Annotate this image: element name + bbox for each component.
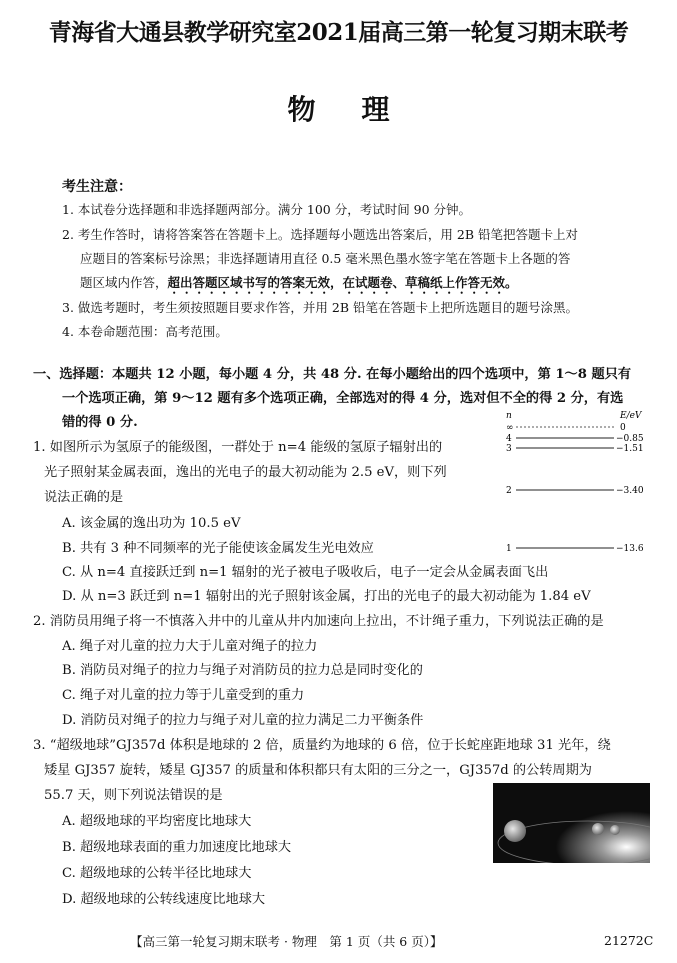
- q2-stem: 2. 消防员用绳子将一不慎落入井中的儿童从井内加速向上拉出，不计绳子重力，下列说法正确的是: [33, 614, 604, 629]
- level-4: [506, 434, 644, 444]
- q1-stem-line3: 说法正确的是: [44, 490, 124, 505]
- q3-stem-line3: 55.7 天，则下列说法错误的是: [44, 788, 223, 803]
- level-2-e: −3.40: [616, 486, 644, 496]
- q3-stem-line2: 矮星 GJ357 旋转，矮星 GJ357 的质量和体积都只有太阳的三分之一，GJ357d 的公转周期为: [44, 763, 592, 778]
- q3-option-d: D. 超级地球的公转线速度比地球大: [62, 892, 266, 907]
- paper-code: 21272C: [604, 933, 654, 948]
- n-axis-label: n: [506, 411, 512, 421]
- level-1: [506, 544, 644, 554]
- level-2: [506, 486, 644, 496]
- level-3-n: 3: [506, 444, 512, 454]
- notice-item-1: 1. 本试卷分选择题和非选择题两部分。满分 100 分，考试时间 90 分钟。: [62, 202, 472, 217]
- q1-stem-line1: 1. 如图所示为氢原子的能级图，一群处于 n=4 能级的氢原子辐射出的: [33, 440, 443, 455]
- level-inf-e: 0: [620, 423, 626, 433]
- q1-option-b: B. 共有 3 种不同频率的光子能使该金属发生光电效应: [62, 541, 374, 556]
- level-inf-n: ∞: [506, 423, 514, 433]
- planet-small: [610, 825, 620, 835]
- planet-system-image: [493, 783, 650, 863]
- q1-option-a: A. 该金属的逸出功为 10.5 eV: [62, 516, 241, 531]
- notice-item-4: 4. 本卷命题范围：高考范围。: [62, 324, 228, 339]
- planet-medium: [592, 823, 604, 835]
- section1-instructions-line3: 错的得 0 分.: [62, 415, 138, 430]
- notice-item-2-line1: 2. 考生作答时，请将答案答在答题卡上。选择题每小题选出答案后，用 2B 铅笔把答题卡上对: [62, 227, 578, 242]
- notice-item-2-line2: 应题目的答案标号涂黑；非选择题请用直径 0.5 毫米黑色墨水签字笔在答题卡上各题的答: [80, 251, 571, 266]
- exam-title: 青海省大通县教学研究室2021届高三第一轮复习期末联考: [48, 19, 629, 46]
- level-4-n: 4: [506, 434, 512, 444]
- subject-title: 物理: [287, 93, 436, 126]
- q3-option-c: C. 超级地球的公转半径比地球大: [62, 866, 252, 881]
- notice-item-2-line3-text: 题区域内作答，: [80, 275, 168, 290]
- q1-option-d: D. 从 n=3 跃迁到 n=1 辐射出的光子照射该金属，打出的光电子的最大初动能为 1.84 eV: [62, 589, 591, 604]
- notice-item-2-line3: [80, 273, 518, 297]
- level-2-n: 2: [506, 486, 512, 496]
- q3-stem-line1: 3. “超级地球”GJ357d 体积是地球的 2 倍，质量约为地球的 6 倍，位于长蛇座距地球 31 光年，绕: [33, 738, 611, 753]
- section1-instructions-line2: 一个选项正确，第 9～12 题有多个选项正确，全部选对的得 4 分，选对但不全的得 2 分，有选: [62, 391, 624, 406]
- q2-option-a: A. 绳子对儿童的拉力大于儿童对绳子的拉力: [62, 639, 318, 654]
- q2-option-b: B. 消防员对绳子的拉力与绳子对消防员的拉力总是同时变化的: [62, 663, 423, 678]
- level-1-e: −13.6: [616, 544, 644, 554]
- section1-instructions-line1: 一、选择题：本题共 12 小题，每小题 4 分，共 48 分. 在每小题给出的四个选项中，第 1～8 题只有: [33, 367, 632, 382]
- page-footer: 【高三第一轮复习期末联考 · 物理 第 1 页（共 6 页）】: [130, 934, 443, 949]
- notice-heading: 考生注意：: [62, 179, 132, 195]
- q3-option-a: A. 超级地球的平均密度比地球大: [62, 814, 252, 829]
- notice-item-2-emphasis: 超出答题区域书写的答案无效，在试题卷、草稿纸上作答无效。: [167, 275, 518, 290]
- q2-option-c: C. 绳子对儿童的拉力等于儿童受到的重力: [62, 688, 305, 703]
- notice-item-3: 3. 做选考题时，考生须按照题目要求作答，并用 2B 铅笔在答题卡上把所选题目的题号涂黑。: [62, 300, 578, 315]
- energy-level-diagram: [504, 408, 654, 558]
- planet-large: [504, 820, 526, 842]
- level-4-e: −0.85: [616, 434, 644, 444]
- e-axis-label: E/eV: [620, 411, 642, 421]
- q1-stem-line2: 光子照射某金属表面，逸出的光电子的最大初动能为 2.5 eV，则下列: [44, 465, 447, 480]
- q3-option-b: B. 超级地球表面的重力加速度比地球大: [62, 840, 292, 855]
- q2-option-d: D. 消防员对绳子的拉力与绳子对儿童的拉力满足二力平衡条件: [62, 713, 424, 728]
- level-3: [506, 444, 644, 454]
- level-1-n: 1: [506, 544, 512, 554]
- level-inf: [506, 423, 626, 433]
- level-3-e: −1.51: [616, 444, 644, 454]
- q1-option-c: C. 从 n=4 直接跃迁到 n=1 辐射的光子被电子吸收后，电子一定会从金属表面飞出: [62, 565, 549, 580]
